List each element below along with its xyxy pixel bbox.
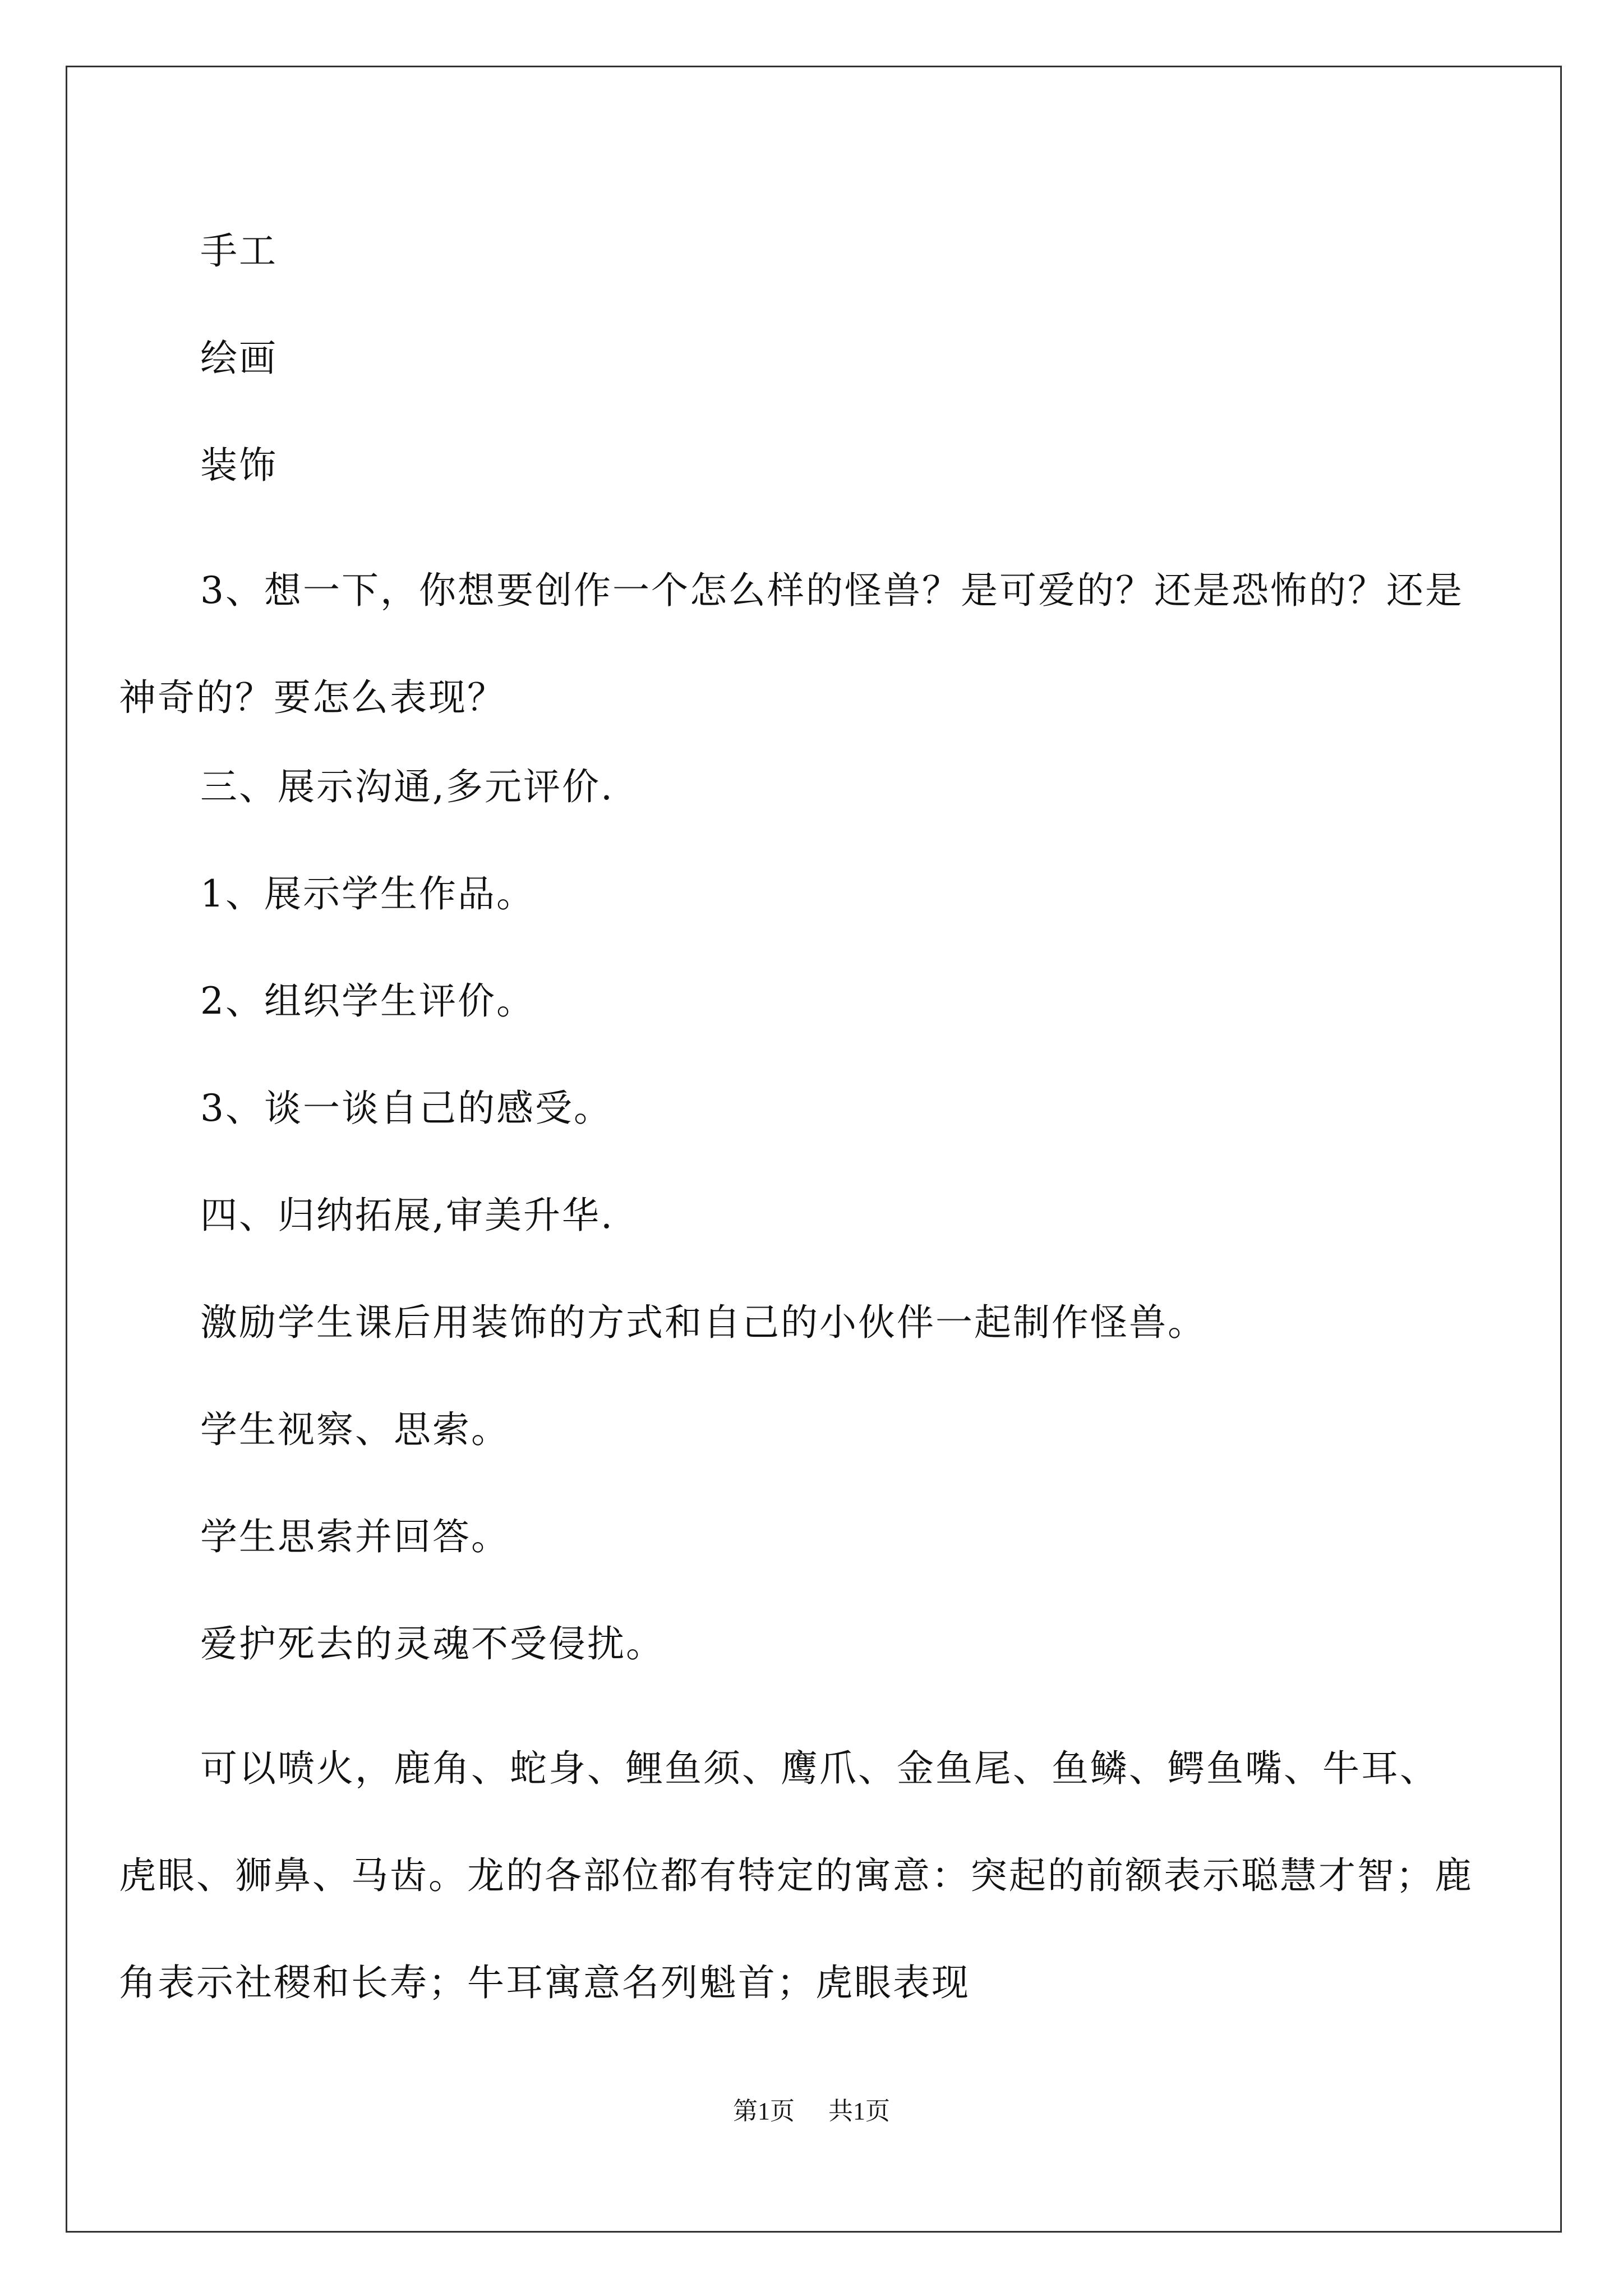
paragraph-section-three: 三、展示沟通,多元评价. xyxy=(200,765,614,808)
paragraph-section-four: 四、归纳拓展,审美升华. xyxy=(200,1194,614,1237)
page-footer xyxy=(0,2099,1623,2124)
paragraph-evaluate: 2、组织学生评价。 xyxy=(200,979,535,1023)
paragraph-encourage: 激励学生课后用装饰的方式和自己的小伙伴一起制作怪兽。 xyxy=(200,1301,1206,1344)
paragraph-think-monster: 3、想一下，你想要创作一个怎么样的怪兽？是可爱的？还是恐怖的？还是神奇的？要怎么表现？ xyxy=(119,569,1464,719)
paragraph-dragon-features: 可以喷火，鹿角、蛇身、鲤鱼须、鹰爪、金鱼尾、鱼鳞、鳄鱼嘴、牛耳、虎眼、狮鼻、马齿。龙的各部位都有特定的寓意：突起的前额表示聪慧才智；鹿角表示社稷和长寿；牛耳寓意名列魁首；虎眼表现 xyxy=(119,1747,1473,2004)
paragraph-observe: 学生视察、思索。 xyxy=(200,1408,510,1451)
paragraph-painting: 绘画 xyxy=(200,337,278,380)
paragraph-feelings: 3、谈一谈自己的感受。 xyxy=(200,1087,612,1130)
footer-page-current: 第1页 xyxy=(733,2097,795,2125)
paragraph-handcraft: 手工 xyxy=(200,229,278,273)
footer-page-total: 共1页 xyxy=(828,2097,890,2125)
paragraph-protect-souls: 爱护死去的灵魂不受侵扰。 xyxy=(200,1622,665,1665)
paragraph-show-works: 1、展示学生作品。 xyxy=(200,872,535,915)
paragraph-decoration: 装饰 xyxy=(200,444,278,487)
paragraph-answer: 学生思索并回答。 xyxy=(200,1515,510,1558)
